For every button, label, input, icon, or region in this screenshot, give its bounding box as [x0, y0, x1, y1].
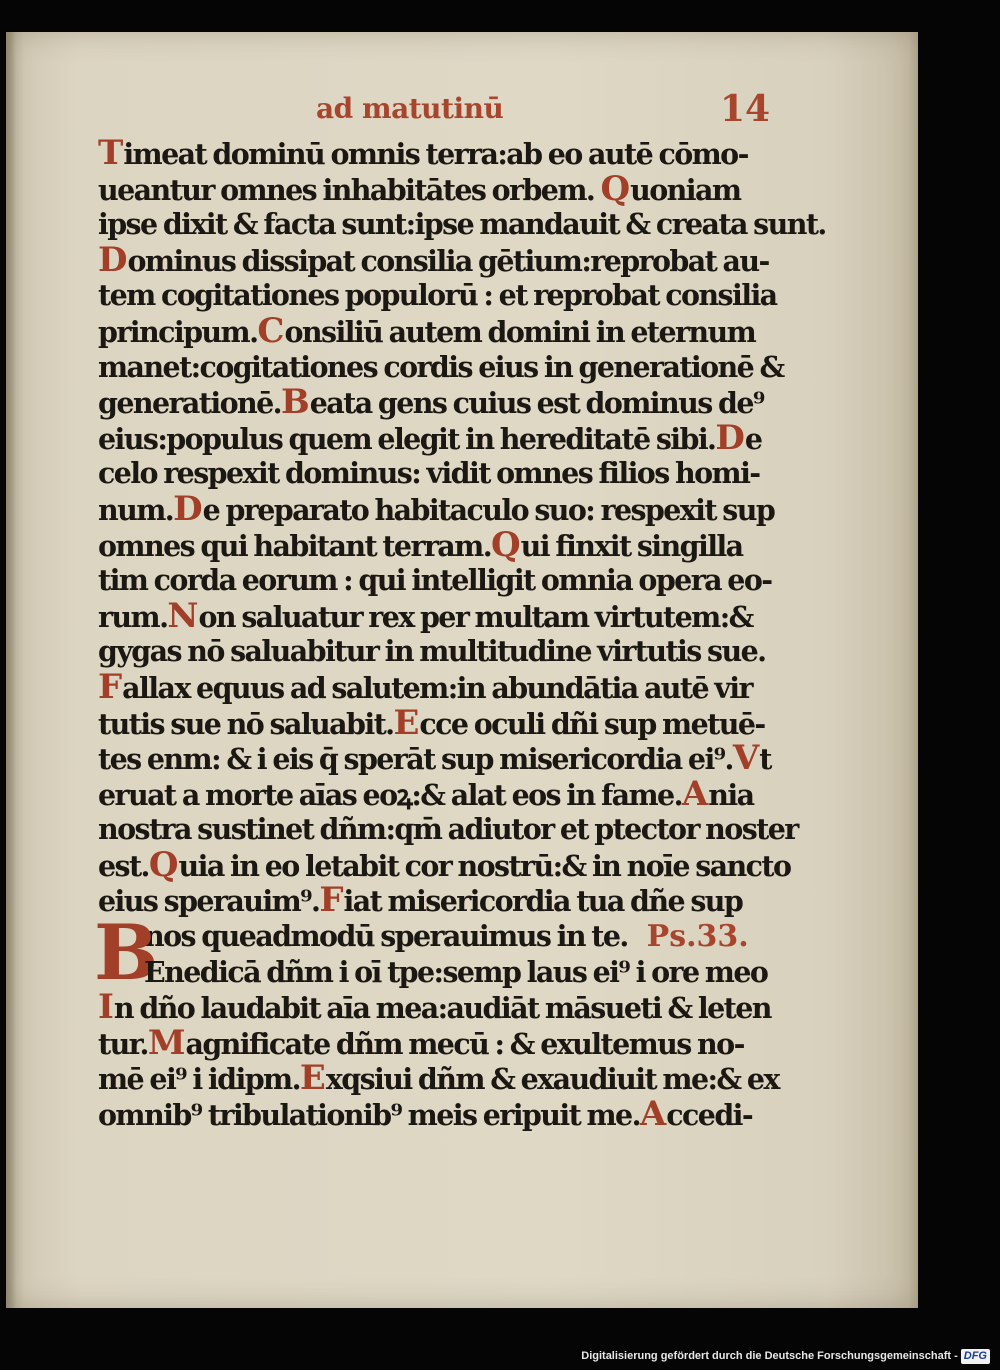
page-gutter-shadow	[6, 32, 16, 1308]
text-line	[98, 207, 826, 243]
line-text: rum.	[98, 599, 168, 634]
text-line	[98, 773, 820, 814]
text-line	[98, 634, 820, 670]
line-text: Enedicā dñm i oī tpe:semp laus ei⁹ i ore meo	[144, 954, 768, 989]
line-text: nostra sustinet dñm:qm̄ adiutor et ptector noster	[98, 812, 798, 847]
line-text: num.	[98, 492, 174, 527]
line-text: nia	[708, 777, 754, 812]
line-text: xqsiui dñm & exaudiuit me:& ex	[325, 1062, 779, 1097]
digitization-credit	[581, 1347, 990, 1365]
text-line	[98, 239, 820, 280]
rubricated-initial: M	[147, 1022, 186, 1063]
line-text: principum.	[98, 314, 258, 349]
line-text: eata gens cuius est dominus de⁹	[309, 386, 764, 421]
line-text: eruat a morte aīas eoꝝ:& alat eos in fame.	[98, 777, 682, 812]
line-text: eius sperauim⁹.	[98, 884, 320, 919]
rubricated-initial: A	[681, 773, 709, 814]
line-text: on saluatur rex per multam virtutem:&	[198, 599, 753, 634]
line-text: tim corda eorum : qui intelligit omnia opera eo-	[98, 563, 772, 598]
text-line	[98, 488, 820, 529]
credit-text: Digitalisierung gefördert durch die Deutsche Forschungsgemeinschaft -	[581, 1350, 958, 1362]
rubricated-initial: A	[639, 1094, 667, 1135]
rubricated-initial: V	[732, 738, 760, 779]
line-text: mē ei⁹ i idipm.	[98, 1062, 300, 1097]
line-text: manet:cogitationes cordis eius in generationē &	[98, 349, 784, 384]
line-text: t	[759, 742, 771, 777]
line-text: cce oculi dñi sup metuē-	[419, 706, 765, 741]
folio-number: 14	[720, 88, 771, 130]
line-text: ominus dissipat consilia gētium:reprobat au-	[127, 243, 769, 278]
text-line	[98, 417, 820, 458]
page-header	[316, 88, 796, 136]
text-line	[98, 133, 820, 173]
text-line	[98, 955, 820, 991]
text-line	[98, 278, 820, 314]
rubricated-initial: B	[280, 382, 310, 423]
rubricated-initial: D	[173, 488, 203, 529]
book-page	[6, 32, 918, 1308]
text-line	[98, 738, 820, 779]
line-text: nos queadmodū sperauimus in te.	[144, 919, 628, 954]
line-text: uia in eo letabit cor nostrū:& in noīe sancto	[178, 848, 791, 883]
rubricated-initial: Q	[148, 844, 179, 885]
big-initial: B	[94, 908, 159, 998]
rubricated-initial: T	[98, 133, 124, 173]
line-text: tur.	[98, 1026, 148, 1061]
text-line	[98, 880, 820, 921]
rubricated-initial: E	[393, 702, 420, 743]
text-line	[98, 595, 820, 636]
rubricated-initial: F	[98, 666, 123, 707]
rubricated-initial: C	[257, 310, 285, 351]
line-text: allax equus ad salutem:in abundātia autē vir	[122, 670, 752, 705]
text-line	[98, 987, 820, 1028]
text-line	[98, 168, 820, 209]
text-line	[98, 310, 820, 351]
line-text: celo respexit dominus: vidit omnes filios homi-	[98, 456, 760, 491]
rubricated-initial: Q	[600, 168, 631, 209]
text-line	[98, 456, 820, 492]
line-text: iat misericordia tua dñe sup	[343, 884, 743, 919]
line-text: ccedi-	[666, 1098, 753, 1133]
text-line	[98, 350, 820, 386]
rubricated-initial: F	[319, 880, 344, 921]
rubricated-initial: D	[715, 417, 745, 458]
line-text: agnificate dñm mecū : & exultemus no-	[185, 1026, 744, 1061]
rubricated-initial: D	[98, 239, 128, 280]
psalm-reference: Ps.33.	[646, 919, 749, 955]
line-text: ueantur omnes inhabitātes orbem.	[98, 172, 601, 207]
line-text: uoniam	[630, 172, 741, 207]
line-text: e	[744, 421, 762, 456]
rubricated-initial: I	[98, 987, 114, 1028]
line-text: ipse dixit & facta sunt:ipse mandauit & creata sunt.	[98, 207, 826, 242]
line-text: n dño laudabit aīa mea:audiāt māsueti & leten	[113, 991, 771, 1026]
line-text: tem cogitationes populorū : et reprobat consilia	[98, 278, 777, 313]
line-text: omnib⁹ tribulationib⁹ meis eripuit me.	[98, 1098, 640, 1133]
text-line	[98, 1022, 820, 1063]
text-line	[98, 812, 820, 848]
rubricated-initial: E	[299, 1058, 326, 1099]
line-text: imeat dominū omnis terra:ab eo autē cōmo-	[123, 137, 748, 171]
text-line	[98, 563, 820, 599]
line-text: est.	[98, 848, 149, 883]
line-text: tes enm: & i eis q̄ sperāt sup misericordia ei⁹.	[98, 742, 733, 777]
running-head: ad matutinū	[316, 92, 504, 125]
text-line	[98, 844, 820, 885]
line-text: generationē.	[98, 386, 281, 421]
text-line	[98, 666, 820, 707]
text-line	[98, 702, 820, 743]
line-text: gygas nō saluabitur in multitudine virtutis sue.	[98, 634, 766, 669]
text-block	[94, 133, 826, 1135]
dfg-logo: DFG	[961, 1349, 990, 1364]
line-text: e preparato habitaculo suo: respexit sup	[202, 492, 775, 527]
rubricated-initial: Q	[491, 524, 521, 565]
text-line	[98, 382, 820, 423]
line-text: omnes qui habitant terram.	[98, 528, 492, 563]
text-line	[98, 524, 820, 565]
line-text: tutis sue nō saluabit.	[98, 706, 394, 741]
line-text: onsiliū autem domini in eternum	[284, 314, 756, 349]
line-text: eius:populus quem elegit in hereditatē sibi.	[98, 421, 716, 456]
rubricated-initial: N	[167, 595, 199, 636]
line-text: ui finxit singilla	[520, 528, 743, 563]
text-line	[98, 1094, 820, 1135]
text-line	[98, 1058, 820, 1099]
